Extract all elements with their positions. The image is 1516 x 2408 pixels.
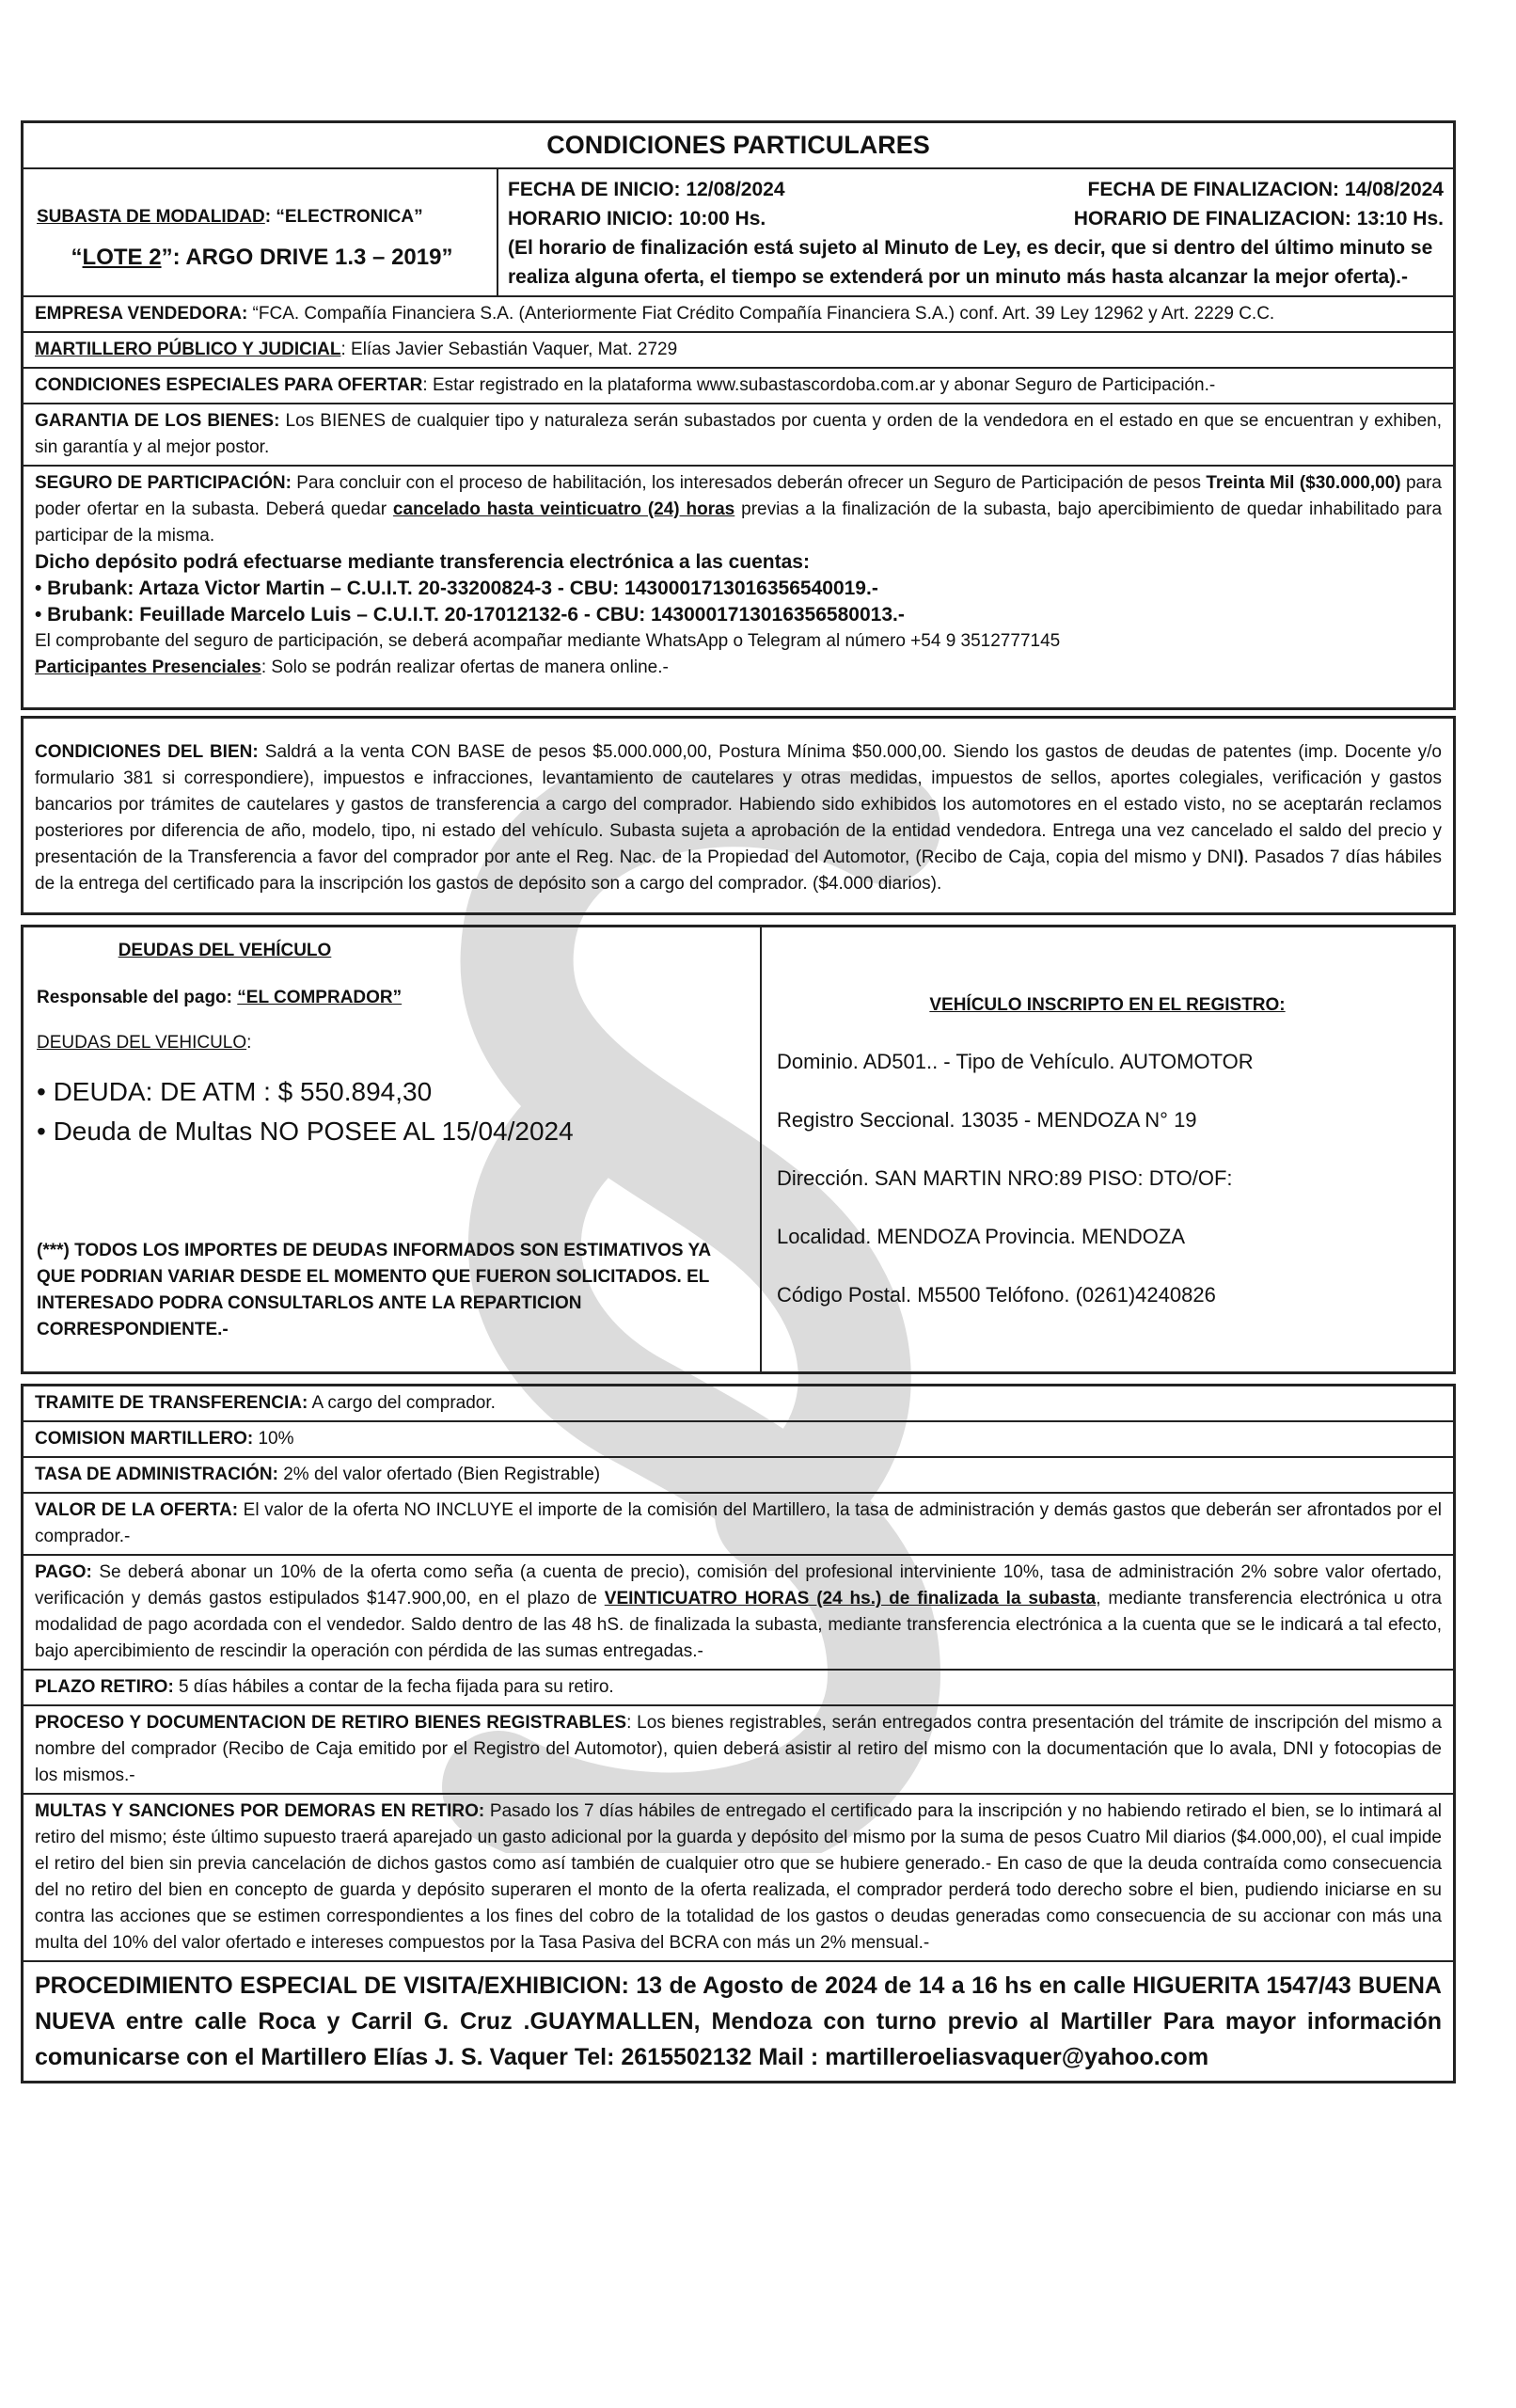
valor-oferta-text: El valor de la oferta NO INCLUYE el importe de la comisión del Martillero, la tasa de administración y demás gastos que deberán ser afrontados por el comprador.- <box>35 1500 1442 1546</box>
header-box <box>21 120 1456 710</box>
modalidad-label: SUBASTA DE MODALIDAD <box>37 207 265 227</box>
comision-label: COMISION MARTILLERO: <box>35 1429 254 1449</box>
vehiculo-title: VEHÍCULO INSCRIPTO EN EL REGISTRO: <box>929 995 1286 1015</box>
seguro-amount: Treinta Mil ($30.000,00) <box>1206 473 1401 493</box>
header-grid <box>24 169 1453 295</box>
condiciones-bien-text1: Saldrá a la venta CON BASE de pesos $5.000.000,00, Postura Mínima $50.000,00. Siendo los gastos de deudas de patentes (imp. Docente y/o formulario 381 si correspondiere), impuestos e infracciones, levantamiento de cautelares y otras medidas, impuestos de sellos, aportes colegiales, verificación y gastos bancarios por trámites de cautelares y gastos de transferencia a cargo del comprador. Habiendo sido exhibidos los automotores en el estado visto, no se aceptarán reclamos posteriores por diferencia de año, modelo, tipo, ni estado del vehículo. Subasta sujeta a aprobación de la entidad vendedora. Entrega una vez cancelado el saldo del precio y presentación de la Transferencia a favor del comprador por ante el Reg. Nac. de la Propiedad del Automotor, (Recibo de Caja, copia del mismo y DNI <box>35 742 1442 867</box>
seguro-presenciales <box>35 655 1442 681</box>
seguro-text3: previas a la finalización de la subasta, bajo apercibimiento de quedar inhabilitado para participar de la misma. <box>35 499 1443 546</box>
vehiculo-registro: Registro Seccional. 13035 - MENDOZA N° 19 <box>777 1108 1197 1132</box>
condiciones-bien-paren: ) <box>1238 848 1244 867</box>
condiciones-especiales-row <box>24 369 1453 404</box>
multas-row <box>24 1795 1453 1962</box>
page-title: CONDICIONES PARTICULARES <box>24 123 1453 169</box>
condiciones-bien-row <box>24 719 1453 912</box>
pago-row <box>24 1556 1453 1671</box>
lote-value: ”: ARGO DRIVE 1.3 – 2019” <box>161 245 453 270</box>
seguro-cuenta-1: • Brubank: Artaza Victor Martin – C.U.I.T. 20-33200824-3 - CBU: 1430001713016356540019.- <box>35 578 878 599</box>
empresa-row <box>24 295 1453 333</box>
vehiculo-direccion: Dirección. SAN MARTIN NRO:89 PISO: DTO/OF: <box>777 1166 1233 1190</box>
tasa-row <box>24 1458 1453 1494</box>
seguro-deposito: Dicho depósito podrá efectuarse mediante transferencia electrónica a las cuentas: <box>35 551 810 573</box>
deudas-grid <box>24 927 1453 1371</box>
presenciales-text: : Solo se podrán realizar ofertas de manera online.- <box>261 657 669 677</box>
tasa-label: TASA DE ADMINISTRACIÓN: <box>35 1465 278 1484</box>
empresa-label: EMPRESA VENDEDORA: <box>35 304 248 324</box>
deuda-multas: • Deuda de Multas NO POSEE AL 15/04/2024 <box>37 1117 574 1146</box>
martillero-text: : Elías Javier Sebastián Vaquer, Mat. 2729 <box>340 340 678 359</box>
empresa-text: “FCA. Compañía Financiera S.A. (Anteriormente Fiat Crédito Compañía Financiera S.A.) conf. Art. 39 Ley 12962 y Art. 2229 C.C. <box>247 304 1275 324</box>
proceso-doc-row <box>24 1706 1453 1795</box>
vehiculo-postal: Código Postal. M5500 Telófono. (0261)4240826 <box>777 1283 1216 1307</box>
responsable-label: Responsable del pago: <box>37 988 238 1007</box>
plazo-retiro-row <box>24 1671 1453 1706</box>
deudas-subtitle-colon: : <box>246 1033 252 1053</box>
modalidad-value: : “ELECTRONICA” <box>264 207 423 227</box>
responsable-line <box>37 988 745 1008</box>
deudas-title: DEUDAS DEL VEHÍCULO <box>118 941 332 960</box>
tramite-label: TRAMITE DE TRANSFERENCIA: <box>35 1393 308 1413</box>
condiciones-bien-label: CONDICIONES DEL BIEN: <box>35 742 259 762</box>
seguro-text1: Para concluir con el proceso de habilitación, los interesados deberán ofrecer un Seguro de Participación de pesos <box>291 473 1207 493</box>
fechas-line <box>508 175 1444 204</box>
responsable-value: “EL COMPRADOR” <box>237 988 403 1007</box>
seguro-label: SEGURO DE PARTICIPACIÓN: <box>35 473 292 493</box>
comision-row <box>24 1422 1453 1458</box>
lote-prefix: “ <box>71 245 83 270</box>
martillero-row <box>24 333 1453 369</box>
tasa-text: 2% del valor ofertado (Bien Registrable) <box>277 1465 601 1484</box>
tramite-text: A cargo del comprador. <box>308 1393 496 1413</box>
pago-text1: Se deberá abonar un 10% de la oferta como seña (a cuenta de precio), comisión del profesional interviniente 10%, tasa de administración 2% sobre valor ofertado, verificación y demás gastos estipulados $147.900,00, en el plazo de <box>35 1562 1442 1608</box>
horario-inicio: HORARIO INICIO: 10:00 Hs. <box>508 208 766 230</box>
valor-oferta-label: VALOR DE LA OFERTA: <box>35 1500 239 1520</box>
pago-label: PAGO: <box>35 1562 92 1582</box>
garantia-text: Los BIENES de cualquier tipo y naturaleza serán subastados por cuenta y orden de la vendedora en el estado en que se encuentran y exhiben, sin garantía y al mejor postor. <box>35 411 1443 457</box>
tramite-row <box>24 1386 1453 1422</box>
nota-horario: (El horario de finalización está sujeto al Minuto de Ley, es decir, que si dentro del último minuto se realiza alguna oferta, el tiempo se extenderá por un minuto más hasta alcanzar la mejor oferta).- <box>508 237 1433 288</box>
condiciones-bien-text2: . Pasados 7 días hábiles de la entrega del certificado para la inscripción los gastos de depósito son a cargo del comprador. ($4.000 diarios). <box>35 848 1442 894</box>
proceso-doc-text: : Los bienes registrables, serán entregados contra presentación del trámite de inscripción del mismo a nombre del comprador (Recibo de Caja emitido por el Registro del Automotor), quien deberá asistir al retiro del mismo con la documentación que lo avala, DNI y fotocopias de los mismos.- <box>35 1713 1442 1785</box>
conditions-sheet <box>21 120 1456 2083</box>
horario-fin: HORARIO DE FINALIZACION: 13:10 Hs. <box>1073 208 1444 230</box>
deudas-nota: (***) TODOS LOS IMPORTES DE DEUDAS INFORMADOS SON ESTIMATIVOS YA QUE PODRIAN VARIAR DESDE EL MOMENTO QUE FUERON SOLICITADOS. EL INTERESADO PODRA CONSULTARLOS ANTE LA REPARTICION CORRESPONDIENTE.- <box>37 1241 711 1339</box>
seguro-comprobante: El comprobante del seguro de participación, se deberá acompañar mediante WhatsApp o Telegram al número +54 9 3512777145 <box>35 631 1061 651</box>
fecha-inicio: FECHA DE INICIO: 12/08/2024 <box>508 179 785 200</box>
plazo-retiro-label: PLAZO RETIRO: <box>35 1677 174 1697</box>
presenciales-label: Participantes Presenciales <box>35 657 261 677</box>
final-box <box>21 1384 1456 2083</box>
multas-label: MULTAS Y SANCIONES POR DEMORAS EN RETIRO: <box>35 1801 485 1821</box>
garantia-row <box>24 404 1453 467</box>
lote-line <box>37 245 487 271</box>
vehiculo-dominio: Dominio. AD501.. - Tipo de Vehículo. AUTOMOTOR <box>777 1050 1254 1073</box>
pago-text2: , mediante transferencia electrónica u otra modalidad de pago acordada con el vendedor. Saldo dentro de las 48 hS. de finalizada la subasta, mediante transferencia electrónica a la cuenta que se le indicará a tal efecto, bajo apercibimiento de rescindir la operación con pérdida de las sumas entregadas.- <box>35 1589 1442 1661</box>
header-left <box>24 169 498 295</box>
plazo-retiro-text: 5 días hábiles a contar de la fecha fijada para su retiro. <box>173 1677 614 1697</box>
condiciones-especiales-label: CONDICIONES ESPECIALES PARA OFERTAR <box>35 375 423 395</box>
deudas-panel <box>24 927 762 1371</box>
deudas-subtitle-line <box>37 1033 745 1054</box>
modalidad-line <box>37 207 487 228</box>
garantia-label: GARANTIA DE LOS BIENES: <box>35 411 280 431</box>
seguro-text2: para poder ofertar en la subasta. Deberá quedar <box>35 473 1442 519</box>
valor-oferta-row <box>24 1494 1453 1556</box>
deudas-box <box>21 925 1456 1374</box>
fecha-fin: FECHA DE FINALIZACION: 14/08/2024 <box>1087 179 1444 200</box>
comision-text: 10% <box>253 1429 294 1449</box>
seguro-cuenta-2: • Brubank: Feuillade Marcelo Luis – C.U.I.T. 20-17012132-6 - CBU: 1430001713016356580013.- <box>35 604 905 626</box>
proceso-doc-label: PROCESO Y DOCUMENTACION DE RETIRO BIENES REGISTRABLES <box>35 1713 627 1733</box>
seguro-row <box>24 467 1453 707</box>
deuda-atm: • DEUDA: DE ATM : $ 550.894,30 <box>37 1077 433 1106</box>
procedimiento-visita: PROCEDIMIENTO ESPECIAL DE VISITA/EXHIBICION: 13 de Agosto de 2024 de 14 a 16 hs en calle HIGUERITA 1547/43 BUENA NUEVA entre calle Roca y Carril G. Cruz .GUAYMALLEN, Mendoza con turno previo al Martiller Para mayor información comunicarse con el Martillero Elías J. S. Vaquer Tel: 2615502132 Mail : martilleroeliasvaquer@yahoo.com <box>35 1972 1442 2070</box>
multas-text: Pasado los 7 días hábiles de entregado el certificado para la inscripción y no habiendo retirado el bien, se lo intimará al retiro del mismo; éste último supuesto traerá aparejado un gasto adicional por la guarda y depósito del mismo por la suma de pesos Cuatro Mil diarios ($4.000,00), el cual impide el retiro del bien sin previa cancelación de dichos gastos como así también de cualquier otro que se hubiere generado.- En caso de que la deuda contraída como consecuencia del no retiro del bien en concepto de guarda y depósito superaren el monto de la oferta realizada, el comprador perderá todo derecho sobre el bien, pudiendo iniciarse en su contra las acciones que se estimen correspondientes a los fines del cobro de la totalidad de los gastos o deudas generadas como consecuencia de su accionar con más una multa del 10% del valor ofertado e intereses compuestos por la Tasa Pasiva del BCRA con más un 2% mensual.- <box>35 1801 1443 1953</box>
condiciones-bien-box <box>21 716 1456 915</box>
header-right <box>498 169 1453 295</box>
horarios-line <box>508 204 1444 233</box>
vehiculo-panel <box>762 927 1453 1371</box>
pago-deadline: VEINTICUATRO HORAS (24 hs.) de finalizada la subasta <box>604 1589 1097 1608</box>
lote-label: LOTE 2 <box>82 245 162 270</box>
vehiculo-localidad: Localidad. MENDOZA Provincia. MENDOZA <box>777 1225 1186 1248</box>
seguro-deadline: cancelado hasta veinticuatro (24) horas <box>392 499 735 519</box>
martillero-label: MARTILLERO PÚBLICO Y JUDICIAL <box>35 340 341 359</box>
deudas-subtitle: DEUDAS DEL VEHICULO <box>37 1033 247 1053</box>
condiciones-especiales-text: : Estar registrado en la plataforma www.subastascordoba.com.ar y abonar Seguro de Participación.- <box>422 375 1216 395</box>
